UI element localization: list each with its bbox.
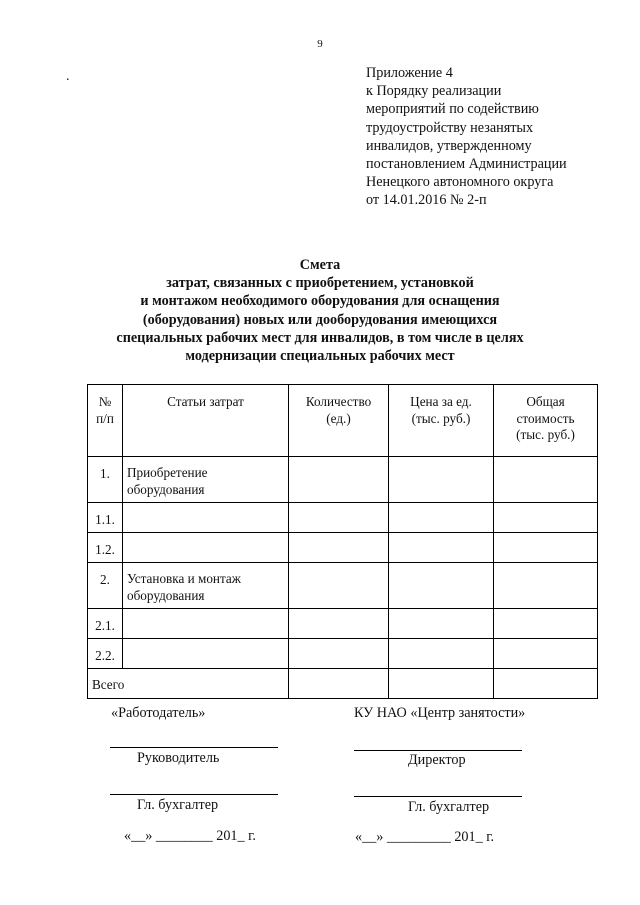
row-item [123,609,289,639]
header-price-line: (тыс. руб.) [411,410,471,426]
header-qty [289,385,389,457]
header-cost-line: Общая [526,394,565,409]
header-cost-line: стоимость [516,410,575,426]
stray-dot: . [66,69,70,84]
signature-line [354,796,522,797]
title-line: (оборудования) новых или дооборудования имеющихся [142,311,498,328]
row-num: 1. [88,457,123,503]
row-qty-cell [289,563,389,609]
row-price-cell [389,609,494,639]
header-item-line: Статьи затрат [167,394,244,409]
date-right: «__» _________ 201_ г. [355,829,494,845]
total-qty-cell [289,669,389,699]
header-qty-line: Количество [305,394,372,409]
header-price [389,385,494,457]
total-price-cell [389,669,494,699]
row-num: 2.2. [88,639,123,669]
signature-line [110,794,278,795]
appendix-line: трудоустройству незанятых [366,119,534,136]
appendix-line: Ненецкого автономного округа [366,174,554,191]
header-num-line: № [98,394,112,409]
appendix-line: Приложение 4 [366,65,453,81]
header-num-line: п/п [96,410,114,426]
employer-label: «Работодатель» [111,705,206,721]
estimate-table [87,384,598,699]
row-price-cell [389,457,494,503]
appendix-line: постановлением Администрации [366,156,567,173]
title-line: специальных рабочих мест для инвалидов, в том числе в целях [116,329,524,346]
signature-line [354,750,522,751]
date-left: «__» ________ 201_ г. [124,828,256,844]
row-item [123,503,289,533]
signature-line [110,747,278,748]
row-num: 2.1. [88,609,123,639]
appendix-line: от 14.01.2016 № 2-п [366,192,487,209]
row-cost-cell [494,563,598,609]
header-item [123,385,289,457]
row-num: 1.2. [88,533,123,563]
header-num [88,385,123,457]
header-price-line: Цена за ед. [410,394,472,409]
total-label: Всего [88,669,289,699]
row-price-cell [389,563,494,609]
row-qty-cell [289,533,389,563]
table-total-row [88,669,598,699]
header-cost-line: (тыс. руб.) [516,427,575,442]
table-row [88,533,598,563]
row-num: 2. [88,563,123,609]
row-cost-cell [494,457,598,503]
head-label: Руководитель [137,750,220,766]
row-qty-cell [289,609,389,639]
title-line: и монтажом необходимого оборудования для оснащения [140,293,500,310]
header-qty-line: (ед.) [326,410,351,426]
total-cost-cell [494,669,598,699]
appendix-block [366,64,616,210]
row-qty-cell [289,639,389,669]
header-cost [494,385,598,457]
director-label: Директор [408,752,466,768]
row-item-line: Приобретение [127,465,208,480]
title-heading: Смета [299,257,341,273]
row-price-cell [389,639,494,669]
row-item [123,639,289,669]
title-line: модернизации специальных рабочих мест [185,348,455,365]
title-line: затрат, связанных с приобретением, установкой [166,275,474,292]
row-num: 1.1. [88,503,123,533]
table-row [88,563,598,609]
row-cost-cell [494,609,598,639]
table-row [88,503,598,533]
appendix-line: инвалидов, утвержденному [366,137,532,154]
row-item [123,563,289,609]
accountant-right-label: Гл. бухгалтер [408,799,490,815]
row-item [123,533,289,563]
accountant-left-label: Гл. бухгалтер [137,797,219,813]
row-cost-cell [494,639,598,669]
row-qty-cell [289,457,389,503]
table-row [88,639,598,669]
table-row [88,609,598,639]
row-qty-cell [289,503,389,533]
row-price-cell [389,503,494,533]
center-label: КУ НАО «Центр занятости» [354,705,526,721]
table-row [88,457,598,503]
document-title [80,256,560,365]
appendix-line: к Порядку реализации [366,83,502,100]
row-item [123,457,289,503]
appendix-line: мероприятий по содействию [366,101,539,118]
row-item-line: оборудования [127,587,205,603]
row-item-line: Установка и монтаж [127,571,241,586]
row-price-cell [389,533,494,563]
row-cost-cell [494,533,598,563]
row-cost-cell [494,503,598,533]
row-item-line: оборудования [127,481,205,497]
table-header-row [88,385,598,457]
page-number: 9 [317,38,323,50]
